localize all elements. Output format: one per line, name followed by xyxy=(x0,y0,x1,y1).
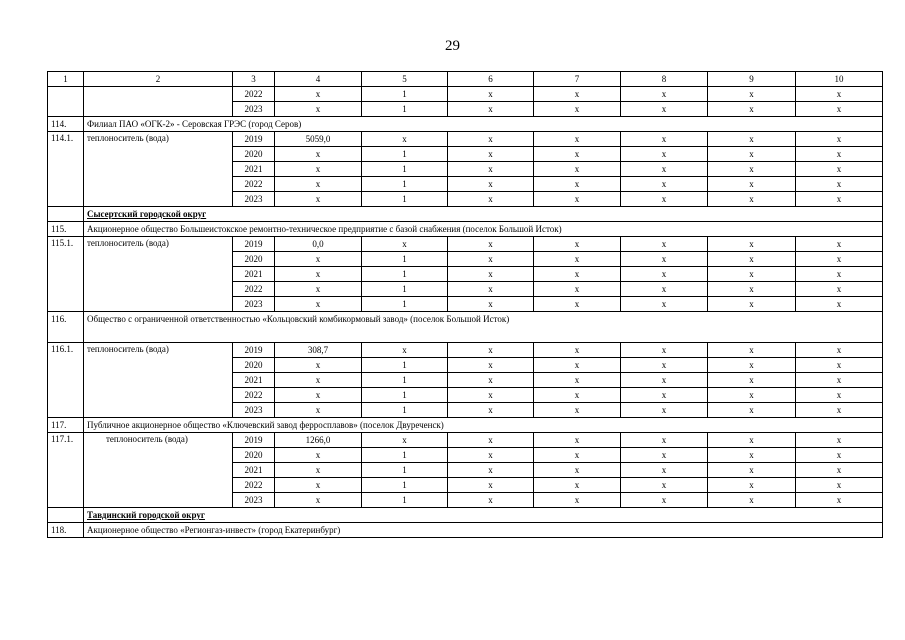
value-cell: x xyxy=(796,102,883,117)
value-cell: x xyxy=(708,87,796,102)
header-cell: 1 xyxy=(48,72,84,87)
value-cell: x xyxy=(534,403,621,418)
table-row xyxy=(48,433,883,448)
value-cell: x xyxy=(448,282,534,297)
value-cell: x xyxy=(796,388,883,403)
value-cell: x xyxy=(534,282,621,297)
header-cell: 8 xyxy=(621,72,708,87)
value-cell: 1 xyxy=(362,388,448,403)
value-cell: x xyxy=(534,358,621,373)
value-cell: x xyxy=(534,373,621,388)
org-row xyxy=(48,222,883,237)
table-row xyxy=(48,343,883,358)
value-cell: x xyxy=(796,132,883,147)
value-cell: x xyxy=(448,237,534,252)
value-cell: x xyxy=(621,403,708,418)
value-cell: 1 xyxy=(362,147,448,162)
value-cell: x xyxy=(796,162,883,177)
value-cell: x xyxy=(362,343,448,358)
value-cell: x xyxy=(796,493,883,508)
value-cell: 1 xyxy=(362,373,448,388)
value-cell: 308,7 xyxy=(275,343,362,358)
value-cell: x xyxy=(796,478,883,493)
value-cell: x xyxy=(621,282,708,297)
year-cell: 2021 xyxy=(233,463,275,478)
value-cell: x xyxy=(796,192,883,207)
value-cell: 1 xyxy=(362,252,448,267)
value-cell: x xyxy=(621,448,708,463)
value-cell: x xyxy=(275,373,362,388)
value-cell: x xyxy=(621,343,708,358)
value-cell: x xyxy=(796,297,883,312)
value-cell: x xyxy=(534,478,621,493)
sub-number: 114.1. xyxy=(48,132,84,207)
org-number: 118. xyxy=(48,523,84,538)
value-cell: x xyxy=(448,448,534,463)
value-cell: x xyxy=(448,102,534,117)
org-number: 117. xyxy=(48,418,84,433)
year-cell: 2020 xyxy=(233,358,275,373)
value-cell: x xyxy=(621,478,708,493)
section-title-text: Тавдинский городской округ xyxy=(87,510,205,520)
value-cell: x xyxy=(275,177,362,192)
value-cell: 1 xyxy=(362,478,448,493)
value-cell: x xyxy=(275,358,362,373)
value-cell: x xyxy=(621,87,708,102)
value-cell: x xyxy=(448,403,534,418)
year-cell: 2021 xyxy=(233,267,275,282)
sub-label: теплоноситель (вода) xyxy=(84,237,233,312)
value-cell: x xyxy=(796,463,883,478)
value-cell: x xyxy=(534,433,621,448)
value-cell: x xyxy=(708,358,796,373)
org-number: 115. xyxy=(48,222,84,237)
value-cell: x xyxy=(796,282,883,297)
value-cell: x xyxy=(448,147,534,162)
value-cell: x xyxy=(534,463,621,478)
org-row xyxy=(48,312,883,343)
value-cell: x xyxy=(534,87,621,102)
value-cell: x xyxy=(708,252,796,267)
value-cell: x xyxy=(275,493,362,508)
value-cell: x xyxy=(708,493,796,508)
value-cell: 1 xyxy=(362,282,448,297)
header-row xyxy=(48,72,883,87)
value-cell: x xyxy=(534,192,621,207)
value-cell: x xyxy=(708,403,796,418)
value-cell: 1 xyxy=(362,177,448,192)
year-cell: 2019 xyxy=(233,343,275,358)
header-cell: 6 xyxy=(448,72,534,87)
org-name: Акционерное общество Большеистокское ремонтно-техническое предприятие с базой снабжения (поселок Большой Исток) xyxy=(84,222,883,237)
year-cell: 2021 xyxy=(233,373,275,388)
section-blank xyxy=(48,508,84,523)
sub-number: 117.1. xyxy=(48,433,84,508)
value-cell: x xyxy=(534,388,621,403)
year-cell: 2022 xyxy=(233,87,275,102)
org-name: Акционерное общество «Регионгаз-инвест» (город Екатеринбург) xyxy=(84,523,883,538)
sub-label: теплоноситель (вода) xyxy=(84,433,233,508)
value-cell: x xyxy=(448,463,534,478)
value-cell: x xyxy=(796,237,883,252)
value-cell: 1 xyxy=(362,358,448,373)
section-title xyxy=(84,207,883,222)
value-cell: x xyxy=(796,343,883,358)
value-cell: x xyxy=(708,267,796,282)
table-row xyxy=(48,87,883,102)
value-cell: 1 xyxy=(362,297,448,312)
value-cell: x xyxy=(275,388,362,403)
value-cell: x xyxy=(275,147,362,162)
value-cell: x xyxy=(534,343,621,358)
value-cell: x xyxy=(448,373,534,388)
page-number: 29 xyxy=(445,38,460,54)
value-cell: x xyxy=(708,282,796,297)
value-cell: 0,0 xyxy=(275,237,362,252)
value-cell: x xyxy=(708,373,796,388)
value-cell: x xyxy=(621,102,708,117)
value-cell: x xyxy=(796,448,883,463)
value-cell: 1 xyxy=(362,102,448,117)
value-cell: x xyxy=(534,162,621,177)
section-row xyxy=(48,508,883,523)
value-cell: x xyxy=(621,358,708,373)
value-cell: x xyxy=(275,267,362,282)
value-cell: x xyxy=(796,358,883,373)
value-cell: x xyxy=(796,433,883,448)
value-cell: x xyxy=(708,448,796,463)
value-cell: x xyxy=(796,87,883,102)
value-cell: 1 xyxy=(362,403,448,418)
value-cell: x xyxy=(448,343,534,358)
value-cell: x xyxy=(275,192,362,207)
year-cell: 2022 xyxy=(233,388,275,403)
value-cell: x xyxy=(621,433,708,448)
org-name: Публичное акционерное общество «Ключевский завод ферросплавов» (поселок Двуреченск) xyxy=(84,418,883,433)
value-cell: x xyxy=(448,388,534,403)
value-cell: x xyxy=(275,87,362,102)
value-cell: x xyxy=(448,192,534,207)
value-cell: x xyxy=(362,433,448,448)
year-cell: 2022 xyxy=(233,282,275,297)
value-cell: x xyxy=(708,132,796,147)
value-cell: x xyxy=(708,177,796,192)
value-cell: x xyxy=(534,147,621,162)
sub-label: теплоноситель (вода) xyxy=(84,132,233,207)
org-row xyxy=(48,523,883,538)
value-cell: x xyxy=(621,463,708,478)
value-cell: x xyxy=(708,237,796,252)
value-cell: x xyxy=(448,252,534,267)
value-cell: x xyxy=(275,448,362,463)
table-row xyxy=(48,237,883,252)
value-cell: x xyxy=(621,192,708,207)
value-cell: x xyxy=(534,252,621,267)
year-cell: 2023 xyxy=(233,192,275,207)
year-cell: 2023 xyxy=(233,493,275,508)
org-number: 116. xyxy=(48,312,84,343)
sub-label: теплоноситель (вода) xyxy=(84,343,233,418)
table-row xyxy=(48,132,883,147)
year-cell: 2019 xyxy=(233,132,275,147)
value-cell: x xyxy=(621,373,708,388)
value-cell: x xyxy=(275,252,362,267)
value-cell: x xyxy=(708,102,796,117)
org-name: Общество с ограниченной ответственностью «Кольцовский комбикормовый завод» (поселок Большой Исток) xyxy=(84,312,883,343)
value-cell: x xyxy=(796,177,883,192)
value-cell: x xyxy=(275,403,362,418)
value-cell: x xyxy=(362,132,448,147)
value-cell: x xyxy=(621,147,708,162)
year-cell: 2020 xyxy=(233,147,275,162)
value-cell: x xyxy=(275,463,362,478)
value-cell: x xyxy=(534,132,621,147)
header-cell: 3 xyxy=(233,72,275,87)
year-cell: 2022 xyxy=(233,177,275,192)
value-cell: 1 xyxy=(362,448,448,463)
value-cell: x xyxy=(708,343,796,358)
sub-number: 115.1. xyxy=(48,237,84,312)
value-cell: x xyxy=(708,192,796,207)
org-row xyxy=(48,117,883,132)
org-name: Филиал ПАО «ОГК-2» - Серовская ГРЭС (город Серов) xyxy=(84,117,883,132)
year-cell: 2021 xyxy=(233,162,275,177)
value-cell: x xyxy=(621,162,708,177)
value-cell: x xyxy=(796,147,883,162)
value-cell: 1 xyxy=(362,267,448,282)
value-cell: x xyxy=(275,282,362,297)
value-cell: x xyxy=(448,267,534,282)
value-cell: x xyxy=(796,267,883,282)
value-cell: x xyxy=(621,252,708,267)
header-cell: 5 xyxy=(362,72,448,87)
table-body xyxy=(48,72,883,538)
value-cell: x xyxy=(362,237,448,252)
value-cell: 1 xyxy=(362,493,448,508)
value-cell: x xyxy=(448,162,534,177)
value-cell: x xyxy=(621,177,708,192)
section-title-text: Сысертский городской округ xyxy=(87,209,207,219)
value-cell: x xyxy=(708,433,796,448)
value-cell: x xyxy=(708,463,796,478)
org-row xyxy=(48,418,883,433)
value-cell: x xyxy=(448,87,534,102)
value-cell: x xyxy=(534,448,621,463)
value-cell: x xyxy=(708,478,796,493)
value-cell: x xyxy=(534,177,621,192)
value-cell: x xyxy=(621,237,708,252)
value-cell: 1 xyxy=(362,162,448,177)
value-cell: x xyxy=(796,373,883,388)
value-cell: x xyxy=(534,237,621,252)
data-table xyxy=(47,71,883,538)
sub-number: 116.1. xyxy=(48,343,84,418)
year-cell: 2019 xyxy=(233,237,275,252)
year-cell: 2023 xyxy=(233,102,275,117)
header-cell: 10 xyxy=(796,72,883,87)
year-cell: 2023 xyxy=(233,297,275,312)
value-cell: x xyxy=(534,267,621,282)
value-cell: 5059,0 xyxy=(275,132,362,147)
value-cell: x xyxy=(621,267,708,282)
value-cell: x xyxy=(448,478,534,493)
section-row xyxy=(48,207,883,222)
value-cell: x xyxy=(708,147,796,162)
header-cell: 7 xyxy=(534,72,621,87)
value-cell: x xyxy=(621,493,708,508)
value-cell: x xyxy=(448,358,534,373)
year-cell: 2020 xyxy=(233,252,275,267)
value-cell: x xyxy=(448,297,534,312)
value-cell: x xyxy=(534,297,621,312)
label-cell xyxy=(84,87,233,117)
value-cell: 1 xyxy=(362,192,448,207)
value-cell: x xyxy=(708,297,796,312)
value-cell: 1266,0 xyxy=(275,433,362,448)
value-cell: 1 xyxy=(362,87,448,102)
value-cell: x xyxy=(275,102,362,117)
section-blank xyxy=(48,207,84,222)
header-cell: 2 xyxy=(84,72,233,87)
value-cell: x xyxy=(448,132,534,147)
value-cell: x xyxy=(448,493,534,508)
value-cell: x xyxy=(708,162,796,177)
value-cell: x xyxy=(275,478,362,493)
year-cell: 2022 xyxy=(233,478,275,493)
year-cell: 2023 xyxy=(233,403,275,418)
value-cell: x xyxy=(708,388,796,403)
value-cell: x xyxy=(448,433,534,448)
value-cell: x xyxy=(275,162,362,177)
value-cell: x xyxy=(796,403,883,418)
value-cell: x xyxy=(448,177,534,192)
value-cell: x xyxy=(796,252,883,267)
value-cell: x xyxy=(621,132,708,147)
value-cell: x xyxy=(275,297,362,312)
value-cell: 1 xyxy=(362,463,448,478)
header-cell: 4 xyxy=(275,72,362,87)
num-cell xyxy=(48,87,84,117)
value-cell: x xyxy=(534,102,621,117)
year-cell: 2019 xyxy=(233,433,275,448)
value-cell: x xyxy=(534,493,621,508)
value-cell: x xyxy=(621,297,708,312)
header-cell: 9 xyxy=(708,72,796,87)
value-cell: x xyxy=(621,388,708,403)
section-title xyxy=(84,508,883,523)
org-number: 114. xyxy=(48,117,84,132)
year-cell: 2020 xyxy=(233,448,275,463)
